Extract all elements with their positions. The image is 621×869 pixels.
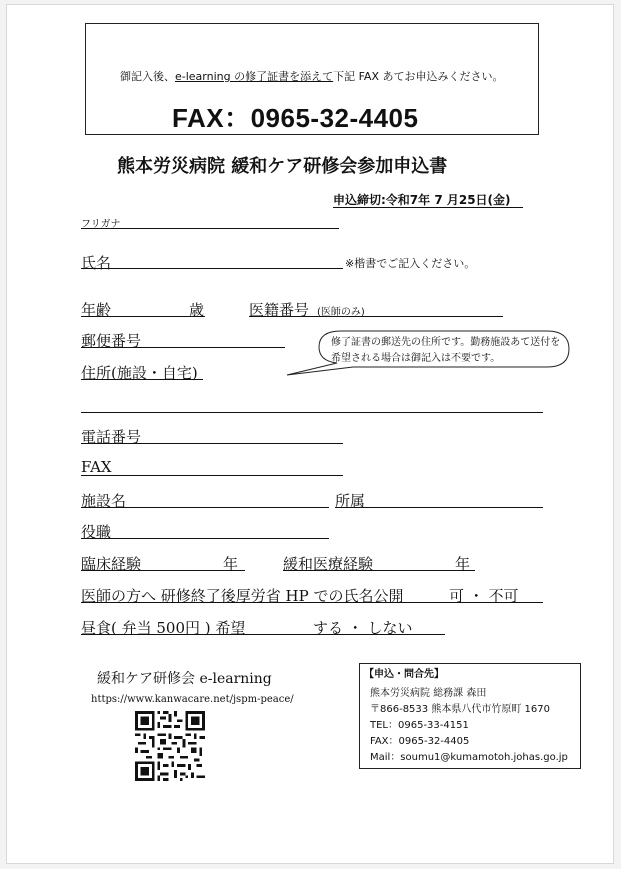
phone-field[interactable]: [81, 424, 343, 444]
department-label: 所属: [335, 492, 366, 510]
name-label: 氏名: [81, 254, 112, 272]
department-field[interactable]: [335, 488, 543, 508]
facility-field[interactable]: [81, 488, 329, 508]
phone-label: 電話番号: [81, 428, 142, 446]
name-field[interactable]: [81, 249, 343, 269]
doctor-publication-options[interactable]: 可 ・ 不可: [449, 587, 519, 605]
elearning-title: 緩和ケア研修会 e-learning: [97, 671, 272, 687]
notice-underlined: e-learning の修了証書を添えて: [175, 70, 334, 83]
fax-number: FAX：0965-32-4405: [172, 103, 419, 133]
address-note-text: 修了証書の郵送先の住所です。勤務施設あて送付を希望される場合は御記入は不要です。: [331, 337, 561, 364]
furigana-field[interactable]: [81, 211, 339, 229]
name-note: ※楷書でご記入ください。: [345, 257, 476, 270]
address-label: 住所(施設・自宅): [81, 364, 198, 382]
submission-notice: 御記入後、e-learning の修了証書を添えて下記 FAX あてお申込みください。: [120, 70, 504, 83]
deadline-underline: [333, 207, 523, 208]
clinical-experience-field[interactable]: [81, 551, 245, 571]
doctor-publication-question: 医師の方へ 研修終了後厚労省 HP での氏名公開: [81, 587, 404, 605]
contact-line: FAX：0965-32-4405: [370, 736, 470, 747]
fax-label: FAX: [81, 458, 112, 476]
fax-field[interactable]: [81, 456, 343, 476]
license-note: (医師のみ): [317, 307, 365, 318]
clinical-experience-unit: 年: [223, 555, 239, 573]
address-field-line1[interactable]: [81, 360, 203, 380]
license-field[interactable]: [249, 297, 503, 317]
elearning-url[interactable]: https://www.kanwacare.net/jspm-peace/: [91, 694, 294, 705]
position-field[interactable]: [81, 519, 329, 539]
facility-label: 施設名: [81, 492, 127, 510]
clinical-experience-label: 臨床経験: [81, 555, 142, 573]
contact-line: 〒866-8533 熊本県八代市竹原町 1670: [370, 704, 550, 715]
doctor-publication-line: [81, 583, 543, 603]
position-label: 役職: [81, 523, 112, 541]
contact-line: 熊本労災病院 総務課 森田: [370, 688, 487, 699]
lunch-options[interactable]: する ・ しない: [313, 619, 413, 637]
fax-instructions-box: [85, 23, 539, 135]
contact-line: TEL：0965-33-4151: [370, 720, 469, 731]
palliative-experience-unit: 年: [455, 555, 471, 573]
contact-box: [359, 663, 581, 769]
age-unit: 歳: [189, 301, 205, 319]
palliative-experience-label: 緩和医療経験: [283, 555, 374, 573]
deadline: 申込締切:令和7年 7 月25日(金): [333, 193, 511, 207]
contact-email[interactable]: Mail：soumu1@kumamotoh.johas.go.jp: [370, 752, 568, 763]
page-title: 熊本労災病院 緩和ケア研修会参加申込書: [117, 156, 448, 177]
age-label: 年齢: [81, 301, 112, 319]
furigana-label: フリガナ: [81, 219, 121, 230]
palliative-experience-field[interactable]: [283, 551, 475, 571]
address-field-line2[interactable]: [81, 393, 543, 413]
license-label: 医籍番号: [249, 301, 310, 319]
application-form-page: [6, 4, 614, 864]
lunch-question: 昼食( 弁当 500円 ) 希望: [81, 619, 246, 637]
contact-header: 【申込・問合先】: [364, 669, 444, 680]
age-field[interactable]: [81, 297, 205, 317]
lunch-line: [81, 615, 445, 635]
postal-field[interactable]: [81, 328, 285, 348]
postal-label: 郵便番号: [81, 332, 142, 350]
elearning-qr-code[interactable]: [135, 711, 205, 781]
